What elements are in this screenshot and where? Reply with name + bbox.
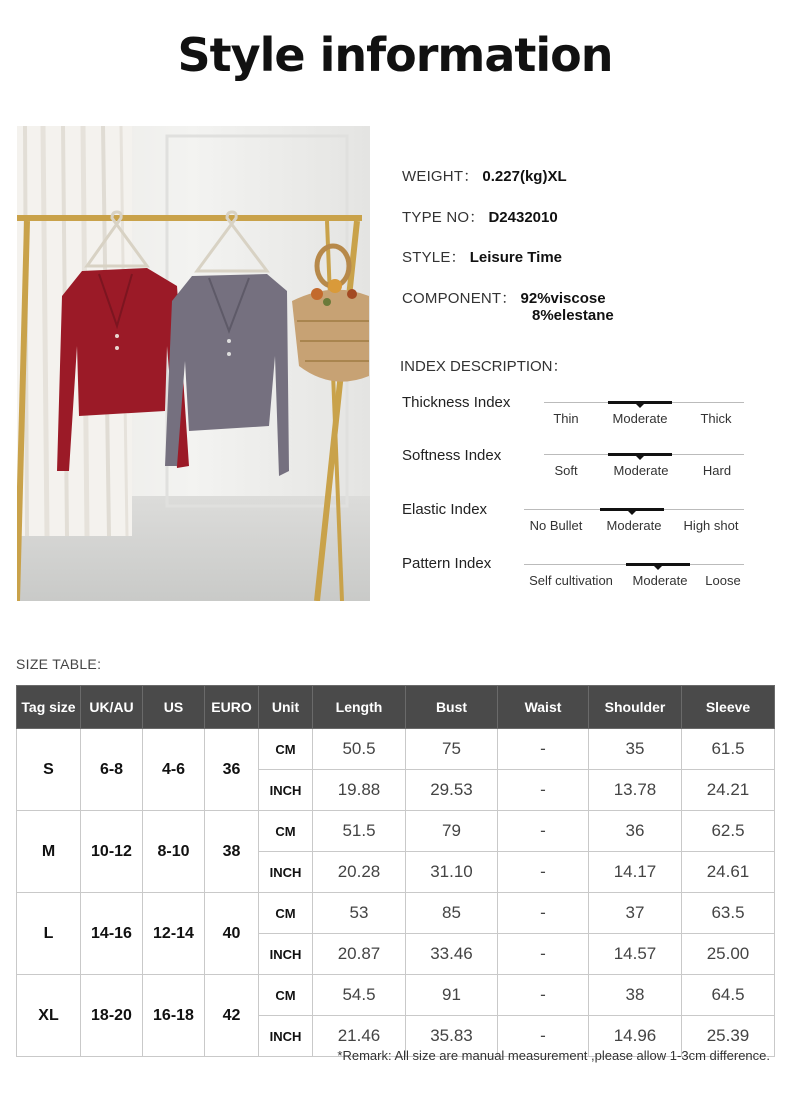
cell-us: 4-6 <box>143 729 205 811</box>
cell-waist: - <box>498 934 589 975</box>
cell-waist: - <box>498 975 589 1016</box>
header-bust: Bust <box>406 686 498 729</box>
cell-sleeve: 24.61 <box>682 852 775 893</box>
cell-shoulder: 14.17 <box>589 852 682 893</box>
cell-bust: 35.83 <box>406 1016 498 1057</box>
header-shoulder: Shoulder <box>589 686 682 729</box>
scale-marker <box>626 563 690 566</box>
style-label: STYLE： <box>402 249 466 266</box>
cell-bust: 91 <box>406 975 498 1016</box>
cell-us: 16-18 <box>143 975 205 1057</box>
scale-label-high: Thick <box>700 411 732 426</box>
cell-bust: 79 <box>406 811 498 852</box>
cell-length: 21.46 <box>313 1016 406 1057</box>
cell-tag-size: XL <box>17 975 81 1057</box>
cell-length: 19.88 <box>313 770 406 811</box>
scale-label-low: Thin <box>553 411 579 426</box>
cell-euro: 40 <box>205 893 259 975</box>
index-name-elastic: Elastic Index <box>402 501 488 518</box>
table-header-row <box>17 686 775 729</box>
cell-uk-au: 6-8 <box>81 729 143 811</box>
component-label: COMPONENT： <box>402 290 517 307</box>
scale-marker <box>608 401 672 404</box>
scale-label-mid: Moderate <box>606 518 662 533</box>
pattern-scale <box>524 564 744 588</box>
spec-type-no <box>402 206 558 227</box>
cell-sleeve: 24.21 <box>682 770 775 811</box>
scale-label-mid: Moderate <box>613 463 669 478</box>
component-value-1: 92%viscose <box>520 290 606 307</box>
scale-marker <box>608 453 672 456</box>
product-photo <box>17 126 370 601</box>
spec-style <box>402 246 562 267</box>
header-length: Length <box>313 686 406 729</box>
cell-sleeve: 25.00 <box>682 934 775 975</box>
index-description-title: INDEX DESCRIPTION： <box>400 358 568 375</box>
cell-sleeve: 61.5 <box>682 729 775 770</box>
cell-sleeve: 62.5 <box>682 811 775 852</box>
component-value-2: 8%elestane <box>532 307 614 324</box>
cell-uk-au: 10-12 <box>81 811 143 893</box>
cell-length: 51.5 <box>313 811 406 852</box>
table-row <box>17 729 775 770</box>
cell-waist: - <box>498 811 589 852</box>
thickness-scale <box>544 402 744 426</box>
scale-label-low: Self cultivation <box>529 573 613 588</box>
cell-euro: 36 <box>205 729 259 811</box>
cell-waist: - <box>498 770 589 811</box>
header-waist: Waist <box>498 686 589 729</box>
cell-sleeve: 64.5 <box>682 975 775 1016</box>
cell-shoulder: 14.96 <box>589 1016 682 1057</box>
spec-component <box>402 287 614 324</box>
remark-note: *Remark: All size are manual measurement ,please allow 1-3cm difference. <box>337 1048 770 1063</box>
scale-label-high: Hard <box>702 463 732 478</box>
garment-rack-illustration <box>17 126 370 601</box>
cell-bust: 75 <box>406 729 498 770</box>
type-no-value: D2432010 <box>488 209 558 226</box>
header-sleeve: Sleeve <box>682 686 775 729</box>
cell-euro: 38 <box>205 811 259 893</box>
cell-bust: 85 <box>406 893 498 934</box>
cell-shoulder: 14.57 <box>589 934 682 975</box>
style-value: Leisure Time <box>469 249 562 266</box>
scale-label-high: Loose <box>705 573 741 588</box>
cell-waist: - <box>498 1016 589 1057</box>
cell-tag-size: M <box>17 811 81 893</box>
cell-length: 20.28 <box>313 852 406 893</box>
cell-shoulder: 38 <box>589 975 682 1016</box>
header-tag-size: Tag size <box>17 686 81 729</box>
cell-sleeve: 25.39 <box>682 1016 775 1057</box>
cell-shoulder: 35 <box>589 729 682 770</box>
scale-label-mid: Moderate <box>612 411 668 426</box>
cell-length: 50.5 <box>313 729 406 770</box>
cell-shoulder: 37 <box>589 893 682 934</box>
index-name-pattern: Pattern Index <box>402 555 492 572</box>
size-table <box>16 685 775 1057</box>
cell-length: 20.87 <box>313 934 406 975</box>
cell-length: 53 <box>313 893 406 934</box>
weight-label: WEIGHT： <box>402 168 479 185</box>
cell-unit: CM <box>259 893 313 934</box>
table-row <box>17 893 775 934</box>
cell-waist: - <box>498 852 589 893</box>
scale-marker <box>600 508 664 511</box>
softness-scale <box>544 454 744 478</box>
cell-bust: 31.10 <box>406 852 498 893</box>
cell-waist: - <box>498 729 589 770</box>
cell-unit: INCH <box>259 852 313 893</box>
cell-shoulder: 36 <box>589 811 682 852</box>
cell-bust: 33.46 <box>406 934 498 975</box>
cell-bust: 29.53 <box>406 770 498 811</box>
cell-sleeve: 63.5 <box>682 893 775 934</box>
cell-unit: CM <box>259 975 313 1016</box>
cell-tag-size: S <box>17 729 81 811</box>
cell-unit: INCH <box>259 1016 313 1057</box>
cell-unit: INCH <box>259 770 313 811</box>
scale-label-low: No Bullet <box>529 518 583 533</box>
cell-euro: 42 <box>205 975 259 1057</box>
header-euro: EURO <box>205 686 259 729</box>
index-name-softness: Softness Index <box>402 447 502 464</box>
size-table-label: SIZE TABLE: <box>16 656 102 672</box>
scale-label-mid: Moderate <box>632 573 688 588</box>
table-row <box>17 975 775 1016</box>
cell-unit: CM <box>259 729 313 770</box>
cell-length: 54.5 <box>313 975 406 1016</box>
page-title: Style information <box>177 28 613 82</box>
cell-us: 12-14 <box>143 893 205 975</box>
cell-unit: INCH <box>259 934 313 975</box>
header-us: US <box>143 686 205 729</box>
type-no-label: TYPE NO： <box>402 209 485 226</box>
cell-shoulder: 13.78 <box>589 770 682 811</box>
index-name-thickness: Thickness Index <box>402 394 511 411</box>
elastic-scale <box>524 509 744 533</box>
cell-unit: CM <box>259 811 313 852</box>
cell-us: 8-10 <box>143 811 205 893</box>
cell-uk-au: 14-16 <box>81 893 143 975</box>
cell-tag-size: L <box>17 893 81 975</box>
scale-label-high: High shot <box>683 518 739 533</box>
spec-weight <box>402 165 567 186</box>
cell-waist: - <box>498 893 589 934</box>
header-uk-au: UK/AU <box>81 686 143 729</box>
weight-value: 0.227(kg)XL <box>482 168 567 185</box>
scale-label-low: Soft <box>554 463 578 478</box>
table-row <box>17 811 775 852</box>
header-unit: Unit <box>259 686 313 729</box>
cell-uk-au: 18-20 <box>81 975 143 1057</box>
